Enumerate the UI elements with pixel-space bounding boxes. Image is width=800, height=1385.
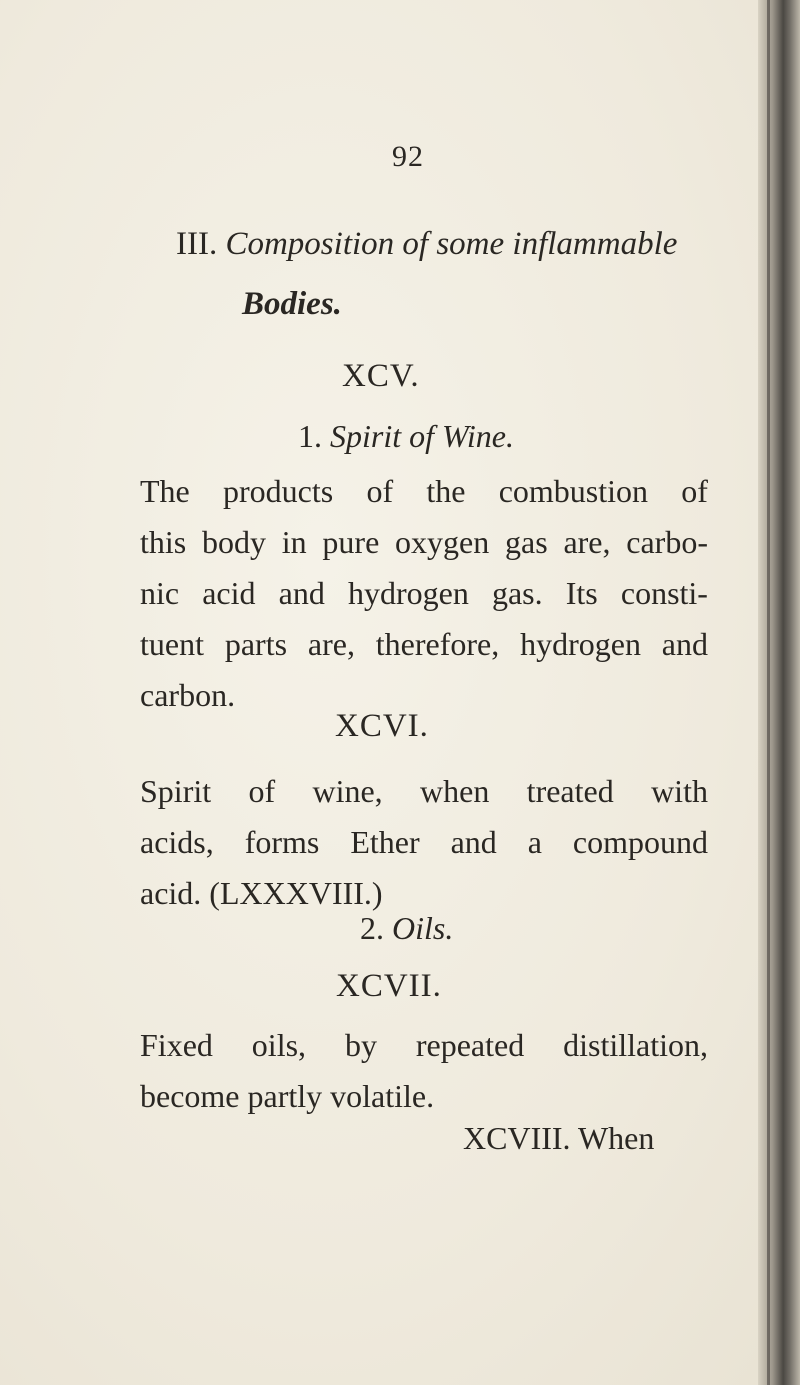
word: oxygen — [395, 524, 490, 560]
paragraph-line — [140, 466, 708, 517]
paragraph-xcvi — [140, 766, 708, 919]
word: Fixed — [140, 1027, 213, 1063]
word: of — [366, 473, 394, 509]
paragraph-xcv — [140, 466, 708, 721]
word: Spirit — [140, 773, 212, 809]
word: a — [527, 824, 542, 860]
subheading-oils — [360, 910, 453, 947]
word: consti- — [620, 575, 708, 611]
word: parts — [224, 626, 288, 662]
subheading-number: 2. — [360, 910, 384, 946]
paragraph-xcvii — [140, 1020, 708, 1122]
section-number-xcvi: XCVI. — [335, 708, 429, 744]
word: hydrogen — [347, 575, 469, 611]
subheading-label: Spirit of Wine. — [330, 418, 514, 454]
word: and — [450, 824, 497, 860]
word: with — [651, 773, 708, 809]
word: when — [420, 773, 490, 809]
subheading-number: 1. — [298, 418, 322, 454]
book-spine-shadow — [758, 0, 800, 1385]
word: of — [681, 473, 708, 509]
word: oils, — [251, 1027, 307, 1063]
word: acid — [202, 575, 256, 611]
word: acids, — [140, 824, 214, 860]
word: are, — [307, 626, 355, 662]
word: wine, — [312, 773, 383, 809]
paragraph-line: become partly volatile. — [140, 1078, 435, 1114]
word: gas — [505, 524, 548, 560]
paragraph-line — [140, 517, 708, 568]
word: are, — [563, 524, 611, 560]
word: forms — [244, 824, 320, 860]
word: gas. — [491, 575, 543, 611]
word: by — [344, 1027, 377, 1063]
word: nic — [140, 575, 180, 611]
chapter-title-continued: Bodies. — [242, 286, 342, 322]
word: of — [248, 773, 276, 809]
word: Ether — [350, 824, 420, 860]
word: compound — [572, 824, 708, 860]
word: tuent — [140, 626, 204, 662]
paragraph-line — [140, 1020, 708, 1071]
word: therefore, — [375, 626, 500, 662]
chapter-title: Composition of some inflammable — [225, 226, 678, 262]
book-spine-edge — [767, 0, 770, 1385]
word: in — [281, 524, 307, 560]
word: treated — [526, 773, 614, 809]
paragraph-line — [140, 817, 708, 868]
word: distillation, — [563, 1027, 708, 1063]
paragraph-line — [140, 766, 708, 817]
word: products — [223, 473, 334, 509]
word: body — [202, 524, 266, 560]
chapter-roman-numeral: III. — [176, 226, 218, 262]
word: and — [661, 626, 708, 662]
word: hydrogen — [520, 626, 641, 662]
subheading-label: Oils. — [392, 910, 454, 946]
paragraph-line — [140, 619, 708, 670]
word: this — [140, 524, 187, 560]
word: The — [140, 473, 190, 509]
paragraph-line: carbon. — [140, 677, 236, 713]
section-number-xcvii: XCVII. — [336, 968, 442, 1004]
section-number-xcv: XCV. — [342, 358, 420, 394]
subheading-spirit-of-wine — [298, 418, 514, 455]
word: carbo- — [626, 524, 708, 560]
page-number: 92 — [392, 140, 424, 173]
catchword: XCVIII. When — [463, 1120, 655, 1156]
word: Its — [565, 575, 598, 611]
paragraph-line — [140, 568, 708, 619]
word: repeated — [415, 1027, 525, 1063]
paragraph-line: acid. (LXXXVIII.) — [140, 875, 383, 911]
word: the — [426, 473, 466, 509]
chapter-heading — [176, 226, 677, 263]
word: and — [278, 575, 325, 611]
word: combustion — [498, 473, 649, 509]
word: pure — [322, 524, 380, 560]
